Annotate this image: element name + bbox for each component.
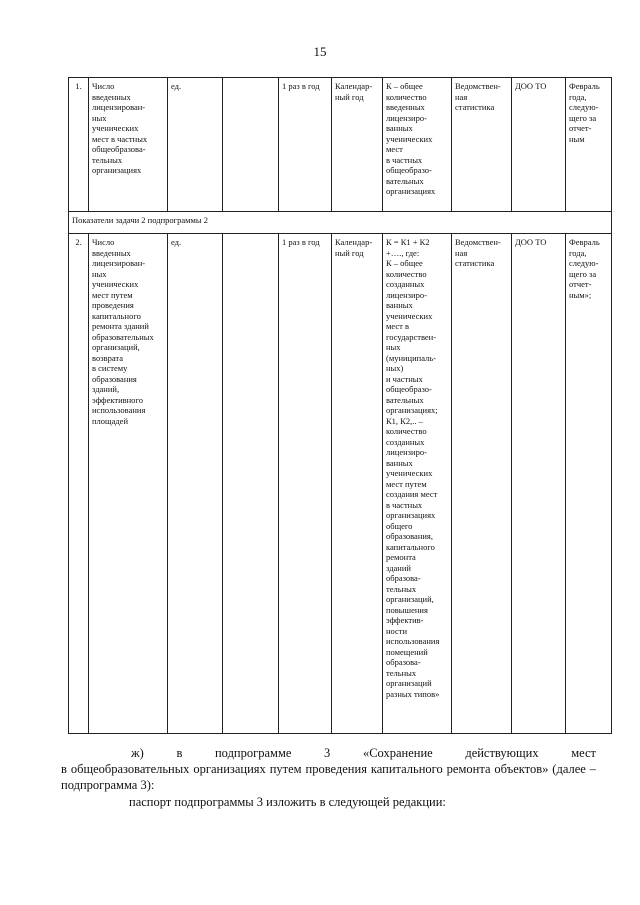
table-row: [69, 234, 612, 734]
deadline-cell: Февраль года, следую- щего за отчет- ным: [566, 78, 612, 212]
responsible-cell: ДОО ТО: [512, 78, 566, 212]
empty-cell: [223, 234, 279, 734]
formula-cell: К = К1 + К2 +…., где: К – общее количество созданных лицензиро- ванных ученических мест в государствен- ных (муниципаль- ных) и частных общеобразо- вательных организациях; К1, К2,.. – количество созданных лицензиро- ванных ученических мест путем создания мест в частных организациях общего образования, капитального ремонта зданий образова- тельных организаций, повышения эффектив- ности использования помещений образова- тельных организаций разных типов»: [383, 234, 452, 734]
row-number: 1.: [69, 78, 89, 212]
responsible-cell: ДОО ТО: [512, 234, 566, 734]
indicator-name: Число введенных лицензирован- ных ученических мест в частных общеобразова- тельных организациях: [89, 78, 168, 212]
passport-paragraph: паспорт подпрограммы 3 изложить в следующей редакции:: [129, 795, 446, 809]
formula-cell: К – общее количество введенных лицензиро- ванных ученических мест в частных общеобразо- вательных организациях: [383, 78, 452, 212]
table-row: [69, 78, 612, 212]
section-row: [69, 212, 612, 234]
period-cell: Календар- ный год: [332, 234, 383, 734]
amendment-paragraph-first-line: ж) в подпрограмме 3 «Сохранение действующих мест: [131, 746, 596, 760]
period-cell: Календар- ный год: [332, 78, 383, 212]
section-label: Показатели задачи 2 подпрограммы 2: [69, 212, 612, 234]
indicators-table: [68, 77, 612, 734]
deadline-cell: Февраль года, следую- щего за отчет- ным»;: [566, 234, 612, 734]
unit-cell: ед.: [168, 234, 223, 734]
unit-cell: ед.: [168, 78, 223, 212]
frequency-cell: 1 раз в год: [279, 234, 332, 734]
indicator-name: Число введенных лицензирован- ных ученических мест путем проведения капитального ремонта зданий образовательных организаций, возврата в систему образования зданий, эффективного использования площадей: [89, 234, 168, 734]
empty-cell: [223, 78, 279, 212]
page-number: 15: [313, 44, 327, 59]
source-cell: Ведомствен- ная статистика: [452, 234, 512, 734]
frequency-cell: 1 раз в год: [279, 78, 332, 212]
source-cell: Ведомствен- ная статистика: [452, 78, 512, 212]
amendment-paragraph-continuation: в общеобразовательных организациях путем проведения капитального ремонта объектов» (далее – подпрограмма 3):: [61, 762, 596, 792]
row-number: 2.: [69, 234, 89, 734]
amendment-paragraph: [61, 745, 596, 793]
